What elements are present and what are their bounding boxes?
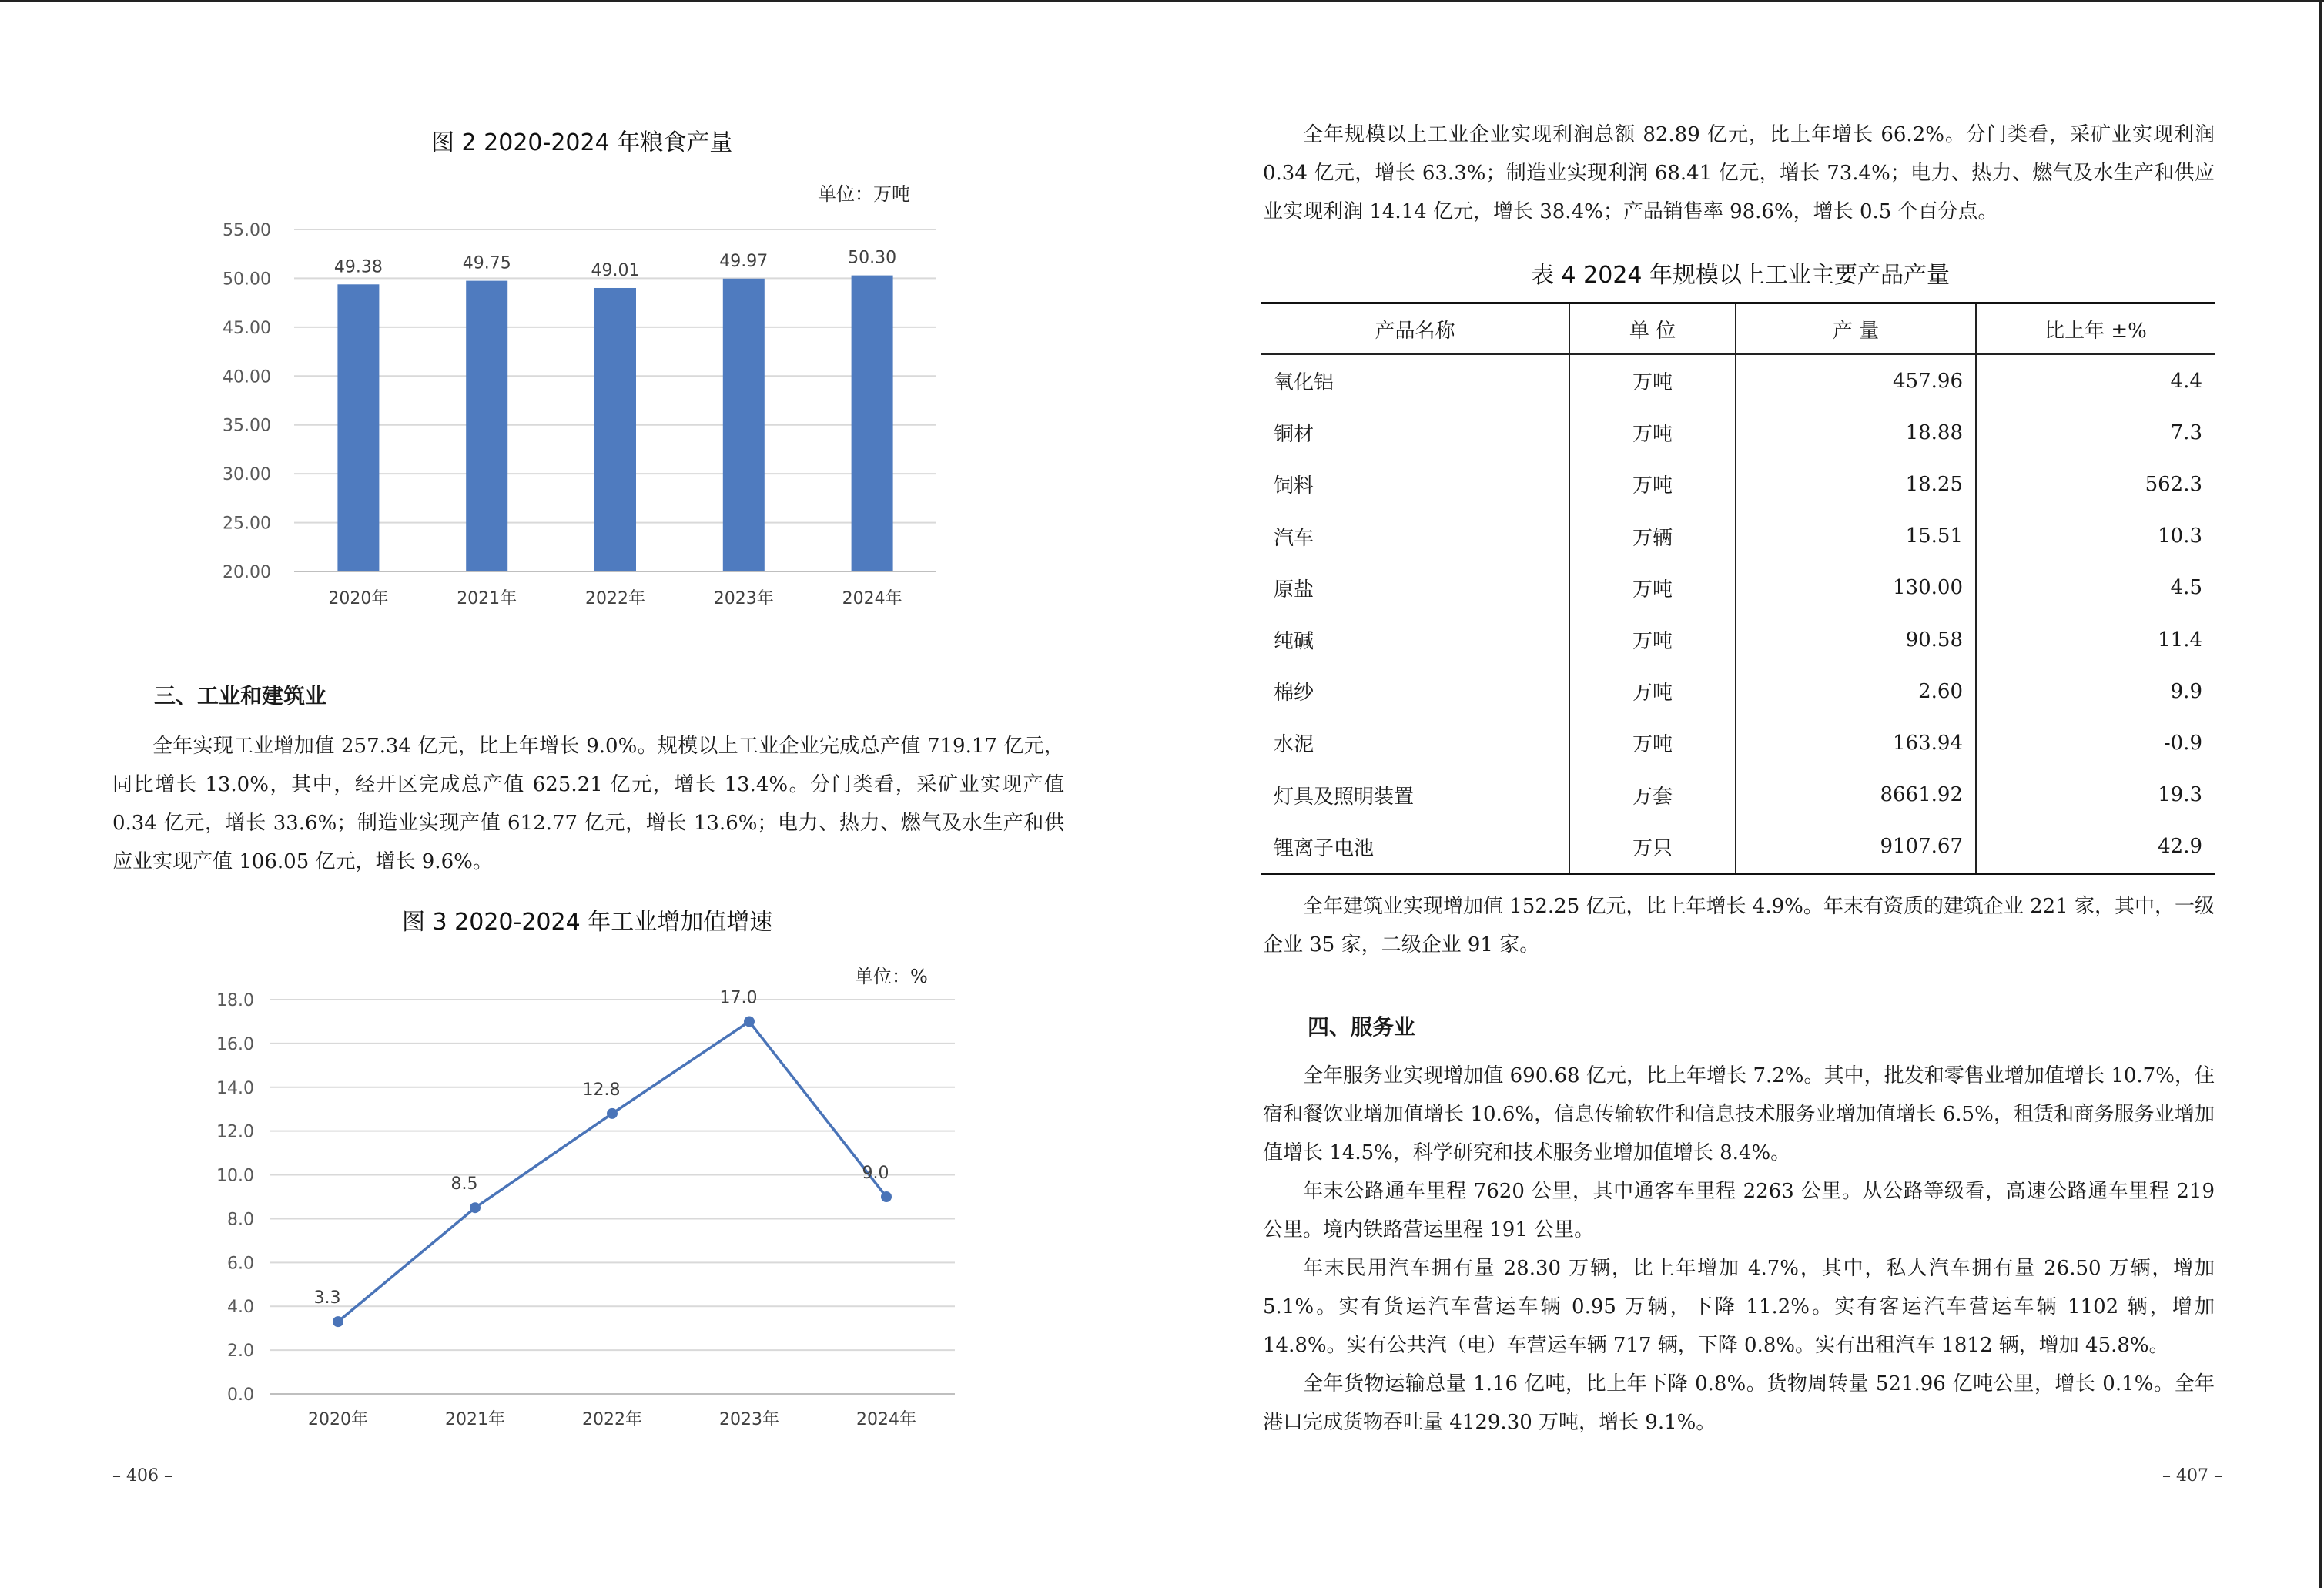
folio-right: – 407 – xyxy=(2162,1466,2222,1486)
cell-output: 457.96 xyxy=(1736,354,1976,407)
cell-change: 4.4 xyxy=(1976,354,2215,407)
cell-unit: 万吨 xyxy=(1569,562,1736,614)
y-tick-label: 0.0 xyxy=(227,1385,254,1405)
figure3-unit: 单位：% xyxy=(855,966,928,987)
table-row xyxy=(1261,717,2215,769)
section3-body xyxy=(112,727,1064,881)
profit-paragraph: 全年规模以上工业企业实现利润总额 82.89 亿元，比上年增长 66.2%。分门类看，采矿业实现利润 0.34 亿元，增长 63.3%；制造业实现利润 68.41 亿元，增长 73.4%；电力、热力、燃气及水生产和供应业实现利润 14.14 亿元，增长 38.4%；产品销售率 98.6%，增长 0.5 个百分点。 xyxy=(1263,123,2215,223)
folio-left: – 406 – xyxy=(112,1466,172,1486)
x-tick-label: 2022年 xyxy=(582,1410,642,1429)
cell-output: 2.60 xyxy=(1736,665,1976,717)
table-header-row xyxy=(1261,303,2215,355)
construction-paragraph-block xyxy=(1263,887,2215,964)
bar xyxy=(466,281,507,571)
bar xyxy=(337,284,379,571)
product-output-table xyxy=(1261,302,2215,875)
data-point xyxy=(744,1016,755,1027)
y-tick-label: 45.00 xyxy=(223,318,271,338)
y-tick-label: 18.0 xyxy=(216,991,254,1010)
cell-change: -0.9 xyxy=(1976,717,2215,769)
cell-output: 163.94 xyxy=(1736,717,1976,769)
y-tick-label: 4.0 xyxy=(227,1298,254,1318)
section3-heading: 三、工业和建筑业 xyxy=(154,683,327,709)
bar xyxy=(594,288,636,571)
grain-output-bar-chart xyxy=(216,216,955,616)
cell-unit: 万套 xyxy=(1569,769,1736,821)
cell-product: 水泥 xyxy=(1274,733,1314,757)
y-tick-label: 8.0 xyxy=(227,1210,254,1230)
cell-product: 汽车 xyxy=(1274,526,1314,550)
data-point xyxy=(881,1191,892,1202)
table-row xyxy=(1261,354,2215,407)
right-border xyxy=(2319,0,2322,1588)
cell-output: 9107.67 xyxy=(1736,821,1976,874)
construction-paragraph: 全年建筑业实现增加值 152.25 亿元，比上年增长 4.9%。年末有资质的建筑企业 221 家，其中，一级企业 35 家，二级企业 91 家。 xyxy=(1263,895,2215,956)
x-tick-label: 2020年 xyxy=(328,589,389,608)
cell-output: 8661.92 xyxy=(1736,769,1976,821)
data-label: 17.0 xyxy=(719,988,758,1008)
data-label: 49.01 xyxy=(591,260,640,280)
cell-output: 130.00 xyxy=(1736,562,1976,614)
data-label: 50.30 xyxy=(848,248,897,268)
y-tick-label: 25.00 xyxy=(223,514,271,534)
cell-product: 氧化铝 xyxy=(1274,371,1334,395)
y-tick-label: 40.00 xyxy=(223,367,271,387)
figure2-title: 图 2 2020-2024 年粮食产量 xyxy=(431,129,733,156)
y-tick-label: 2.0 xyxy=(227,1342,254,1362)
cell-output: 18.25 xyxy=(1736,458,1976,510)
x-tick-label: 2022年 xyxy=(585,589,645,608)
y-tick-label: 10.0 xyxy=(216,1166,254,1186)
table-row xyxy=(1261,665,2215,717)
section4-heading: 四、服务业 xyxy=(1308,1014,1416,1040)
cell-change: 7.3 xyxy=(1976,407,2215,458)
cell-change: 562.3 xyxy=(1976,458,2215,510)
cell-change: 11.4 xyxy=(1976,614,2215,665)
table-row xyxy=(1261,511,2215,562)
cell-product: 饲料 xyxy=(1274,474,1314,498)
cell-output: 15.51 xyxy=(1736,511,1976,562)
section3-paragraph: 全年实现工业增加值 257.34 亿元，比上年增长 9.0%。规模以上工业企业完成总产值 719.17 亿元，同比增长 13.0%，其中，经开区完成总产值 625.21 亿元，增长 13.4%。分门类看，采矿业实现产值 0.34 亿元，增长 33.6%；制造业实现产值 612.77 亿元，增长 13.6%；电力、热力、燃气及水生产和供应业实现产值 106.05 亿元，增长 9.6%。 xyxy=(112,735,1064,873)
data-label: 9.0 xyxy=(862,1164,889,1183)
cell-unit: 万吨 xyxy=(1569,614,1736,665)
x-tick-label: 2020年 xyxy=(308,1410,368,1429)
cell-product: 锂离子电池 xyxy=(1261,821,1569,874)
header-product-name: 产品名称 xyxy=(1261,303,1569,355)
table-row xyxy=(1261,407,2215,458)
cell-change: 10.3 xyxy=(1976,511,2215,562)
data-label: 12.8 xyxy=(582,1080,621,1100)
data-label: 49.38 xyxy=(333,257,383,277)
cell-product: 棉纱 xyxy=(1274,682,1314,705)
header-unit: 单 位 xyxy=(1569,303,1736,355)
data-point xyxy=(607,1108,618,1119)
x-tick-label: 2023年 xyxy=(713,589,774,608)
cell-unit: 万吨 xyxy=(1569,717,1736,769)
cell-unit: 万辆 xyxy=(1569,511,1736,562)
table-row xyxy=(1261,769,2215,821)
y-tick-label: 50.00 xyxy=(223,270,271,290)
table-row xyxy=(1261,614,2215,665)
x-tick-label: 2024年 xyxy=(856,1410,916,1429)
y-tick-label: 16.0 xyxy=(216,1034,254,1054)
cell-unit: 万吨 xyxy=(1569,407,1736,458)
data-point xyxy=(333,1316,343,1327)
data-label: 49.75 xyxy=(462,253,511,273)
y-tick-label: 14.0 xyxy=(216,1078,254,1098)
cell-unit: 万吨 xyxy=(1569,458,1736,510)
y-tick-label: 12.0 xyxy=(216,1122,254,1142)
bar xyxy=(852,276,893,571)
y-tick-label: 55.00 xyxy=(223,221,271,240)
x-tick-label: 2021年 xyxy=(445,1410,505,1429)
y-tick-label: 6.0 xyxy=(227,1254,254,1274)
figure3-title: 图 3 2020-2024 年工业增加值增速 xyxy=(402,909,773,936)
data-point xyxy=(470,1202,481,1213)
cell-product: 灯具及照明装置 xyxy=(1274,785,1415,809)
vehicles-paragraph: 年末民用汽车拥有量 28.30 万辆，比上年增加 4.7%，其中，私人汽车拥有量 26.50 万辆，增加 5.1%。实有货运汽车营运车辆 0.95 万辆，下降 11.2%。实有客运汽车营运车辆 1102 辆，增加 14.8%。实有公共汽（电）车营运车辆 717 辆，下降 0.8%。实有出租汽车 1812 辆，增加 45.8%。 xyxy=(1263,1257,2215,1357)
cell-unit: 万吨 xyxy=(1569,665,1736,717)
cell-product: 纯碱 xyxy=(1274,630,1314,654)
freight-paragraph: 全年货物运输总量 1.16 亿吨，比上年下降 0.8%。货物周转量 521.96 亿吨公里，增长 0.1%。全年港口完成货物吞吐量 4129.30 万吨，增长 9.1%。 xyxy=(1263,1372,2215,1434)
services-paragraph: 全年服务业实现增加值 690.68 亿元，比上年增长 7.2%。其中，批发和零售业增加值增长 10.7%，住宿和餐饮业增加值增长 10.6%，信息传输软件和信息技术服务业增加值增长 6.5%，租赁和商务服务业增加值增长 14.5%，科学研究和技术服务业增加值增长 8.4%。 xyxy=(1263,1064,2215,1164)
cell-unit: 万只 xyxy=(1569,821,1736,874)
header-output: 产 量 xyxy=(1736,303,1976,355)
y-tick-label: 35.00 xyxy=(223,416,271,436)
cell-change: 19.3 xyxy=(1976,769,2215,821)
figure2-unit: 单位：万吨 xyxy=(818,183,910,205)
cell-change: 4.5 xyxy=(1976,562,2215,614)
cell-output: 18.88 xyxy=(1736,407,1976,458)
section4-body xyxy=(1263,1057,2215,1442)
cell-unit: 万吨 xyxy=(1569,354,1736,407)
x-tick-label: 2023年 xyxy=(719,1410,779,1429)
header-change: 比上年 ±% xyxy=(1976,303,2215,355)
cell-product: 铜材 xyxy=(1274,423,1314,447)
bar xyxy=(723,279,765,571)
data-label: 49.97 xyxy=(719,251,769,271)
x-tick-label: 2021年 xyxy=(457,589,517,608)
cell-change: 9.9 xyxy=(1976,665,2215,717)
data-label: 3.3 xyxy=(313,1288,341,1308)
y-tick-label: 20.00 xyxy=(223,563,271,582)
cell-change: 42.9 xyxy=(1976,821,2215,874)
y-tick-label: 30.00 xyxy=(223,465,271,485)
roads-paragraph: 年末公路通车里程 7620 公里，其中通客车里程 2263 公里。从公路等级看，高速公路通车里程 219 公里。境内铁路营运里程 191 公里。 xyxy=(1263,1180,2215,1241)
table4-title: 表 4 2024 年规模以上工业主要产品产量 xyxy=(1531,262,1951,289)
series-line xyxy=(338,1021,886,1322)
table-row xyxy=(1261,821,2215,874)
table-row xyxy=(1261,562,2215,614)
cell-output: 90.58 xyxy=(1736,614,1976,665)
top-border xyxy=(0,0,2324,2)
cell-product: 原盐 xyxy=(1274,578,1314,601)
profit-paragraph-block xyxy=(1263,116,2215,231)
x-tick-label: 2024年 xyxy=(842,589,902,608)
data-label: 8.5 xyxy=(450,1174,478,1194)
table-row xyxy=(1261,458,2215,510)
industrial-growth-line-chart xyxy=(200,978,970,1440)
